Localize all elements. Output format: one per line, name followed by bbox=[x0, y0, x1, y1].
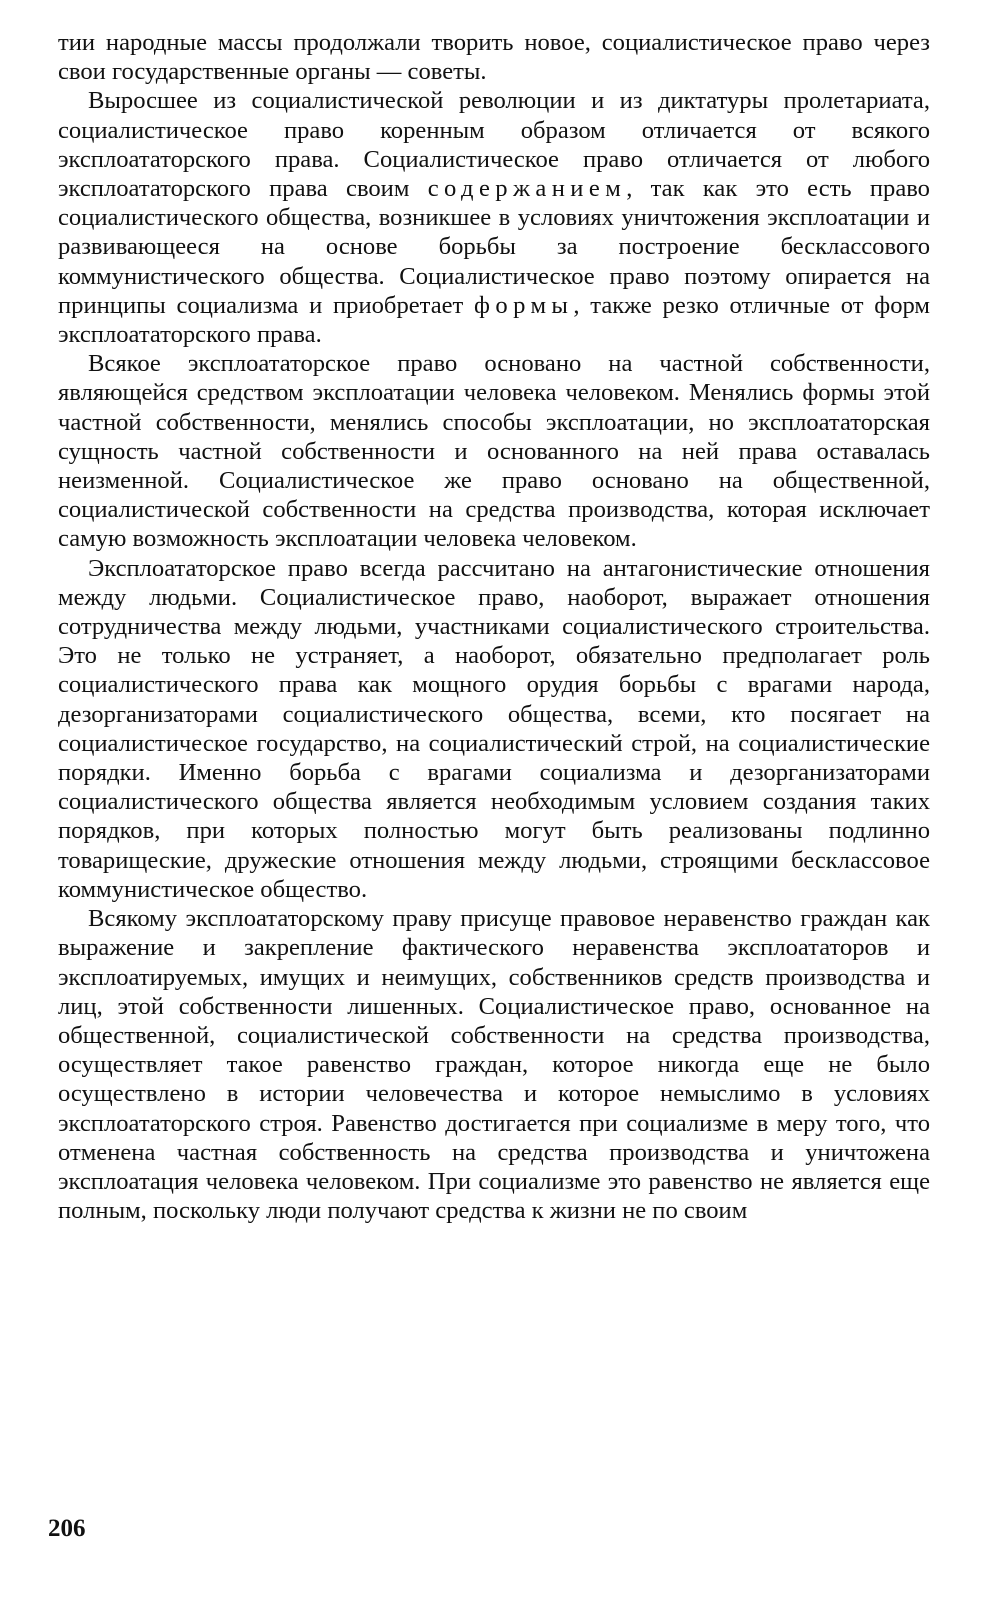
paragraph-socialist-law-origin bbox=[58, 86, 930, 349]
paragraph-private-property: Всякое эксплоататорское право основано на частной собственности, являющейся средством эксплоатации человека человеком. Менялись формы этой частной собственности, менялись способы эксплоатации, но эксплоататорская сущность частной собственности и основанного на ней права оставалась неизменной. Социалистическое же право основано на общественной, социалистической собственности на средства производства, которая исключает самую возможность эксплоатации человека человеком. bbox=[58, 350, 930, 553]
emphasized-word-forms: формы bbox=[474, 291, 574, 319]
paragraph-text: , так как это есть право социалистического общества, возникшее в условиях уничтожения эксплоатации и развивающееся на основе борьбы за построение бесклассового коммунистического общества. Социалистическое право поэтому опирается на принципы социализма и приобретает bbox=[58, 175, 930, 319]
paragraph-legal-equality: Всякому эксплоататорскому праву присуще правовое неравенство граждан как выражение и закрепление фактического неравенства эксплоататоров и эксплоатируемых, имущих и неимущих, собственников средств производства и лиц, этой собственности лишенных. Социалистическое право, основанное на общественной, социалистической собственности на средства производства, осуществляет такое равенство граждан, которое никогда еще не было осуществлено в истории человечества и которое немыслимо в условиях эксплоататорского строя. Равенство достигается при социализме в меру того, что отменена частная собственность на средства производства и уничтожена эксплоатация человека человеком. При социализме это равенство не является еще полным, поскольку люди получают средства к жизни не по своим bbox=[58, 905, 930, 1225]
paragraph-text: Выросшее из социалистической революции и из диктатуры пролетариата, социалистическое право коренным образом отличается от всякого эксплоататорского права. Социалистическое право отличается от любого эксплоататорского права своим bbox=[58, 87, 930, 203]
page-number: 206 bbox=[48, 1515, 86, 1542]
page-body bbox=[58, 28, 930, 1225]
paragraph-continuation: тии народные массы продолжали творить новое, социалистическое право через свои государственные органы — советы. bbox=[58, 29, 930, 86]
paragraph-antagonistic-relations: Эксплоататорское право всегда рассчитано на антагонистические отношения между людьми. Социалистическое право, наоборот, выражает отношения сотрудничества между людьми, участниками социалистического строительства. Это не только не устраняет, а наоборот, обязательно предполагает роль социалистического права как мощного орудия борьбы с врагами народа, дезорганизаторами социалистического общества, всеми, кто посягает на социалистическое государство, на социалистический строй, на социалистические порядки. Именно борьба с врагами социализма и дезорганизаторами социалистического общества является необходимым условием создания таких порядков, при которых полностью могут быть реализованы подлинно товарищеские, дружеские отношения между людьми, строящими бесклассовое коммунистическое общество. bbox=[58, 554, 930, 903]
paragraph-text: , также резко отличные от форм эксплоататорского права. bbox=[58, 291, 930, 349]
emphasized-word-content: содержанием bbox=[427, 175, 627, 203]
